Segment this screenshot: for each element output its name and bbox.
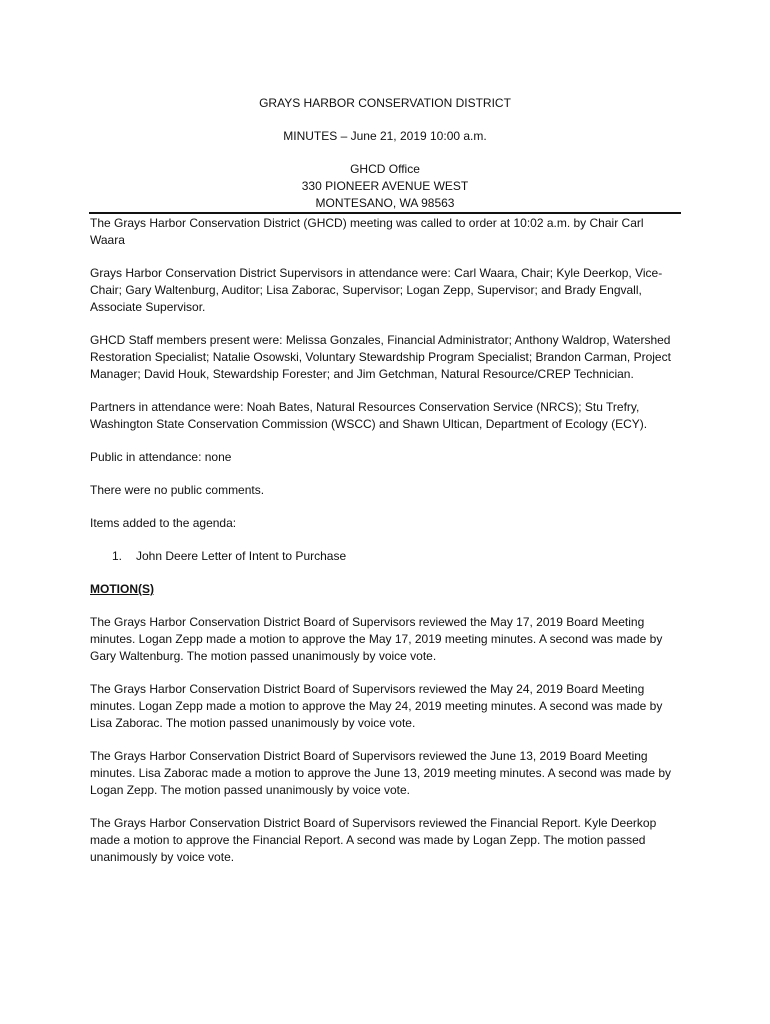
office-name: GHCD Office: [350, 162, 420, 176]
motion-paragraph: The Grays Harbor Conservation District Board of Supervisors reviewed the May 24, 2019 Board Meeting minutes. Logan Zepp made a motion to approve the May 24, 2019 meeting minutes. A second was made by Lisa Zaborac. The motion passed unanimously by voice vote.: [90, 682, 663, 730]
public-attendance-paragraph: Public in attendance: none: [90, 450, 232, 464]
motion-paragraph: The Grays Harbor Conservation District Board of Supervisors reviewed the June 13, 2019 Board Meeting minutes. Lisa Zaborac made a motion to approve the June 13, 2019 meeting minutes. A second was made by Logan Zepp. The motion passed unanimously by voice vote.: [90, 749, 672, 797]
meeting-title: MINUTES – June 21, 2019 10:00 a.m.: [283, 129, 487, 143]
partners-paragraph: Partners in attendance were: Noah Bates, Natural Resources Conservation Service (NRCS); Stu Trefry, Washington State Conservation Commission (WSCC) and Shawn Ultican, Department of Ecology (ECY).: [90, 400, 648, 431]
supervisors-paragraph: Grays Harbor Conservation District Supervisors in attendance were: Carl Waara, Chair; Kyle Deerkop, Vice-Chair; Gary Waltenburg, Auditor; Lisa Zaborac, Supervisor; Logan Zepp, Supervisor; and Brady Engvall, Associate Supervisor.: [90, 266, 663, 314]
motion-paragraph: The Grays Harbor Conservation District Board of Supervisors reviewed the Financial Report. Kyle Deerkop made a motion to approve the Financial Report. A second was made by Logan Zepp. The motion passed unanimously by voice vote.: [90, 816, 657, 864]
header-divider: [89, 212, 681, 214]
agenda-item: [90, 548, 680, 565]
minutes-body: [90, 215, 680, 882]
city-state-zip: MONTESANO, WA 98563: [315, 196, 455, 210]
motion-paragraph: The Grays Harbor Conservation District Board of Supervisors reviewed the May 17, 2019 Board Meeting minutes. Logan Zepp made a motion to approve the May 17, 2019 meeting minutes. A second was made by Gary Waltenburg. The motion passed unanimously by voice vote.: [90, 615, 663, 663]
call-to-order-paragraph: The Grays Harbor Conservation District (GHCD) meeting was called to order at 10:02 a.m. by Chair Carl Waara: [90, 216, 644, 247]
agenda-list: [90, 548, 680, 565]
agenda-item-text: John Deere Letter of Intent to Purchase: [136, 549, 347, 563]
agenda-intro: Items added to the agenda:: [90, 516, 237, 530]
address-block: [89, 161, 681, 212]
agenda-item-number: 1.: [112, 549, 123, 563]
organization-name: GRAYS HARBOR CONSERVATION DISTRICT: [259, 96, 511, 110]
street-address: 330 PIONEER AVENUE WEST: [301, 179, 469, 193]
staff-paragraph: GHCD Staff members present were: Melissa Gonzales, Financial Administrator; Anthony Waldrop, Watershed Restoration Specialist; Natalie Osowski, Voluntary Stewardship Program Specialist; Brandon Carman, Project Manager; David Houk, Stewardship Forester; and Jim Getchman, Natural Resource/CREP Technician.: [90, 333, 671, 381]
public-comments-paragraph: There were no public comments.: [90, 483, 265, 497]
motions-heading: MOTION(S): [90, 582, 154, 596]
